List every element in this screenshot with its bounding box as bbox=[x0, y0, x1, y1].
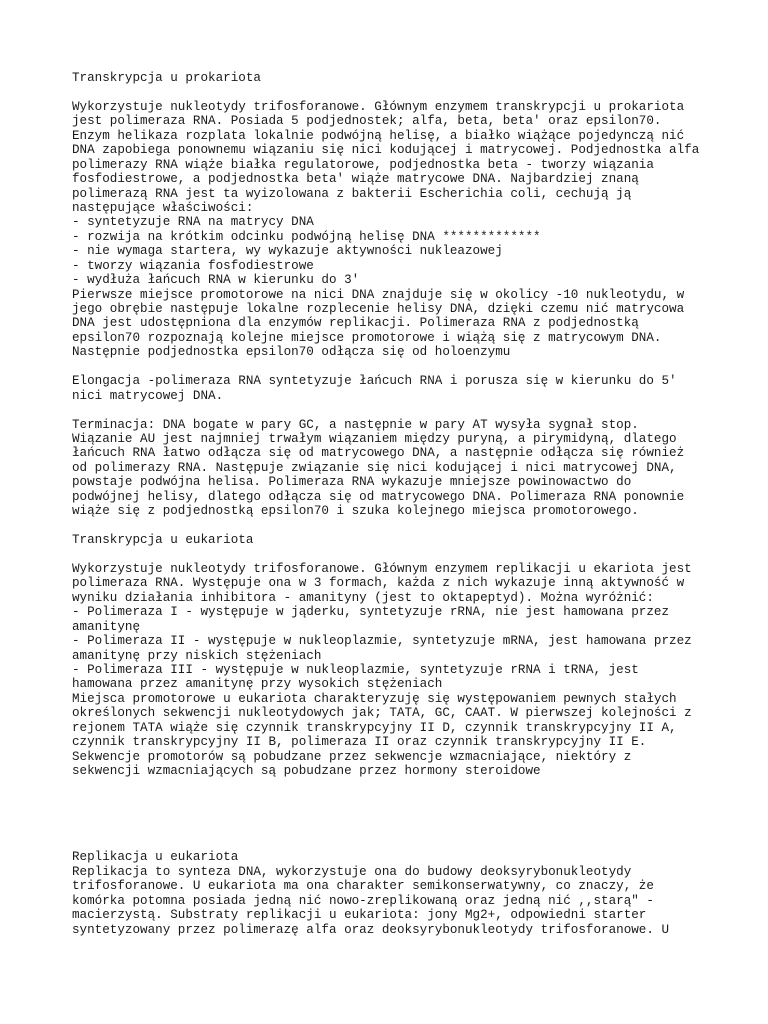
text-line: podwójnej helisy, dlatego odłącza się od matrycowego DNA. Polimeraza RNA ponownie bbox=[72, 489, 685, 504]
text-line: fosfodiestrowe, a podjednostka beta' wiąże matrycowe DNA. Najbardziej znaną bbox=[72, 172, 639, 187]
text-line: Wykorzystuje nukleotydy trifosforanowe. Głównym enzymem transkrypcji u prokariota bbox=[72, 99, 685, 114]
text-line: Następnie podjednostka epsilon70 odłącza się od holoenzymu bbox=[72, 345, 511, 360]
blank-line bbox=[72, 403, 762, 417]
text-line: macierzystą. Substraty replikacji u eukariota: jony Mg2+, odpowiedni starter bbox=[72, 908, 647, 923]
text-line: trifosforanowe. U eukariota ma ona charakter semikonserwatywny, co znaczy, że bbox=[72, 879, 654, 894]
blank-line bbox=[72, 360, 762, 374]
text-line: wiąże się z podjednostką epsilon70 i szuka kolejnego miejsca promotorowego. bbox=[72, 504, 639, 519]
text-line: DNA zapobiega ponownemu wiązaniu się nici kodującej i matrycowej. Podjednostka alfa bbox=[72, 143, 700, 158]
text-line: DNA jest udostępniona dla enzymów replikacji. Polimeraza RNA z podjednostką bbox=[72, 316, 639, 331]
blank-line bbox=[72, 85, 762, 99]
section-heading: Transkrypcja u eukariota bbox=[72, 533, 254, 547]
list-item: - Polimeraza III - występuje w nukleoplazmie, syntetyzuje rRNA i tRNA, jest bbox=[72, 662, 639, 677]
text-line: czynnik transkrypcyjny II B, polimeraza II oraz czynnik transkrypcyjny II E. bbox=[72, 735, 647, 750]
text-line: Elongacja -polimeraza RNA syntetyzuje łańcuch RNA i porusza się w kierunku do 5' bbox=[72, 374, 677, 389]
paragraph bbox=[72, 562, 762, 779]
blank-line bbox=[72, 547, 762, 561]
text-line: łańcuch RNA łatwo odłącza się od matrycowego DNA, a następnie odłącza się również bbox=[72, 446, 685, 461]
list-item: - nie wymaga startera, wy wykazuje aktywności nukleazowej bbox=[72, 244, 503, 259]
text-line: Terminacja: DNA bogate w pary GC, a następnie w pary AT wysyła sygnał stop. bbox=[72, 417, 639, 432]
text-line: Enzym helikaza rozplata lokalnie podwójną helisę, a białko wiążące pojedynczą nić bbox=[72, 128, 685, 143]
list-item: - syntetyzuje RNA na matrycy DNA bbox=[72, 215, 314, 230]
list-item: - wydłuża łańcuch RNA w kierunku do 3' bbox=[72, 273, 360, 288]
list-item: amanitynę bbox=[72, 619, 141, 634]
text-line: jego obrębie następuje lokalne rozplecenie helisy DNA, dzięki czemu nić matrycowa bbox=[72, 302, 685, 316]
section-heading: Transkrypcja u prokariota bbox=[72, 71, 261, 85]
paragraph bbox=[72, 100, 762, 360]
list-item: hamowana przez amanitynę przy wysokich stężeniach bbox=[72, 677, 443, 692]
list-item: - tworzy wiązania fosfodiestrowe bbox=[72, 258, 314, 273]
paragraph bbox=[72, 865, 762, 937]
text-line: komórka potomna posiada jedną nić nowo-zreplikowaną oraz jedną nić ,,starą" - bbox=[72, 893, 654, 908]
text-line: określonych sekwencji nukleotydowych jak; TATA, GC, CAAT. W pierwszej kolejności z bbox=[72, 706, 692, 721]
text-line: sekwencji wzmacniających są pobudzane przez hormony steroidowe bbox=[72, 764, 541, 778]
blank-line bbox=[72, 519, 762, 533]
list-item: - Polimeraza I - występuje w jąderku, syntetyzuje rRNA, nie jest hamowana przez bbox=[72, 605, 670, 620]
text-line: od polimerazy RNA. Następuje związanie się nici kodującej i nici matrycowej DNA, bbox=[72, 460, 677, 475]
document-page bbox=[72, 71, 762, 937]
termination-paragraph bbox=[72, 418, 762, 519]
elongation-paragraph bbox=[72, 374, 762, 403]
text-line: następujące właściwości: bbox=[72, 200, 254, 215]
list-item: - rozwija na krótkim odcinku podwójną helisę DNA ************* bbox=[72, 229, 541, 244]
text-line: syntetyzowany przez polimerazę alfa oraz deoksyrybonukleotydy trifosforanowe. U bbox=[72, 922, 670, 937]
text-line: nici matrycowej DNA. bbox=[72, 388, 224, 403]
text-line: polimerazą RNA jest ta wyizolowana z bakterii Escherichia coli, cechują ją bbox=[72, 186, 632, 201]
text-line: Sekwencje promotorów są pobudzane przez sekwencje wzmacniające, niektóry z bbox=[72, 749, 632, 764]
blank-space bbox=[72, 778, 762, 850]
text-line: powstaje podwójna helisa. Polimeraza RNA wykazuje mniejsze powinowactwo do bbox=[72, 475, 632, 490]
text-line: polimeraza RNA. Występuje ona w 3 formach, każda z nich wykazuje inną aktywność w bbox=[72, 576, 685, 591]
list-item: - Polimeraza II - występuje w nukleoplazmie, syntetyzuje mRNA, jest hamowana przez bbox=[72, 634, 692, 649]
text-line: Pierwsze miejsce promotorowe na nici DNA znajduje się w okolicy -10 nukleotydu, w bbox=[72, 287, 685, 302]
section-heading: Replikacja u eukariota bbox=[72, 850, 239, 865]
text-line: jest polimeraza RNA. Posiada 5 podjednostek; alfa, beta, beta' oraz epsilon70. bbox=[72, 114, 662, 129]
text-line: Miejsca promotorowe u eukariota charakteryzuję się występowaniem pewnych stałych bbox=[72, 691, 677, 706]
text-line: Replikacja to synteza DNA, wykorzystuje ona do budowy deoksyrybonukleotydy bbox=[72, 864, 632, 879]
text-line: epsilon70 rozpoznają kolejne miejsce promotorowe i wiążą się z matrycowym DNA. bbox=[72, 330, 662, 345]
text-line: Wykorzystuje nukleotydy trifosforanowe. Głównym enzymem replikacji u ekariota jest bbox=[72, 561, 692, 576]
text-line: Wiązanie AU jest najmniej trwałym wiązaniem między puryną, a pirymidyną, dlatego bbox=[72, 431, 677, 446]
text-line: polimerazy RNA wiąże białka regulatorowe, podjednostka beta - tworzy wiązania bbox=[72, 157, 654, 172]
text-line: rejonem TATA wiąże się czynnik transkrypcyjny II D, czynnik transkrypcyjny II A, bbox=[72, 720, 677, 735]
list-item: amanitynę przy niskich stężeniach bbox=[72, 648, 322, 663]
text-line: wyniku działania inhibitora - amanityny (jest to oktapeptyd). Można wyróżnić: bbox=[72, 590, 654, 605]
